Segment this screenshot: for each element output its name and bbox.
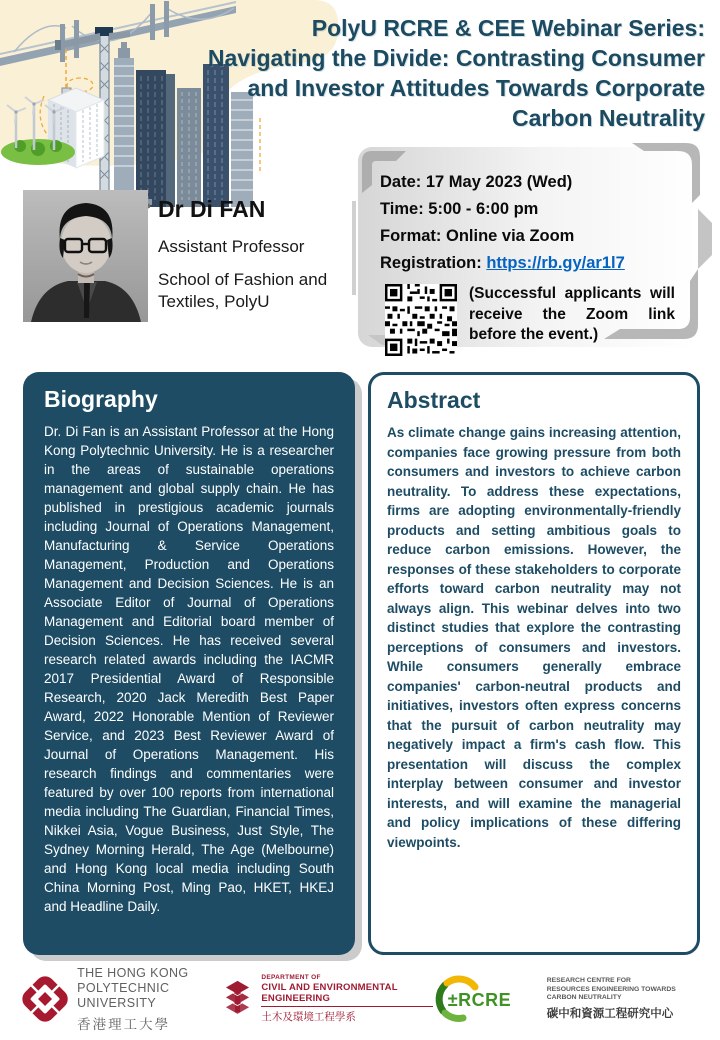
polyu-logo: [22, 966, 221, 1033]
abstract-body: As climate change gains increasing attention, companies face growing pressure from both consumers and investors to achieve carbon neutrality. To address these expectations, firms are adopting environmentally-friendly products and setting ambitious goals to reduce carbon emissions. However, the responses of these stakeholders to corporate efforts toward carbon neutrality may not always align. This webinar delves into two distinct studies that explore the contrasting perceptions of consumers and investors. While consumers generally embrace companies' carbon-neutral products and initiatives, investors often express concerns that the pursuit of carbon neutrality may negatively impact a firm's cash flow. This presentation will discuss the complex interplay between consumer and investor interests, and will examine the managerial and policy implications of these differing viewpoints.: [387, 425, 681, 850]
speaker-photo: [23, 190, 148, 322]
polyu-name-zh: 香港理工大學: [77, 1016, 171, 1032]
polyu-name-en-line1: THE HONG KONG: [77, 965, 189, 980]
registration-label: Registration:: [380, 254, 487, 272]
title-line-4: Carbon Neutrality: [512, 105, 705, 131]
cee-books-icon: [221, 975, 254, 1023]
speaker-info: [158, 196, 348, 313]
polyu-name-en-line2: POLYTECHNIC UNIVERSITY: [77, 980, 170, 1010]
biography-heading: Biography: [44, 386, 158, 412]
qr-note: (Successful applicants will receive the Zoom link before the event.): [469, 285, 675, 343]
cee-name-en: CIVIL AND ENVIRONMENTAL ENGINEERING: [261, 982, 432, 1007]
rcre-logo: [433, 973, 698, 1025]
cee-dept-of: DEPARTMENT OF: [261, 974, 321, 981]
abstract-heading: Abstract: [387, 387, 481, 413]
event-format: Format: Online via Zoom: [380, 227, 575, 245]
registration-link[interactable]: https://rb.gy/ar1l7: [486, 254, 625, 272]
rcre-name-en-line1: RESEARCH CENTRE FOR: [546, 977, 631, 985]
event-registration: [380, 250, 680, 277]
event-details-panel: [352, 143, 706, 357]
title-line-1: PolyU RCRE & CEE Webinar Series:: [311, 15, 705, 41]
abstract-section: [368, 372, 700, 955]
title-line-3: and Investor Attitudes Towards Corporate: [247, 75, 705, 101]
footer-logos: [0, 958, 720, 1040]
title-line-2: Navigating the Divide: Contrasting Consumer: [207, 45, 705, 71]
speaker-affiliation: School of Fashion and Textiles, PolyU: [158, 270, 328, 311]
speaker-portrait-image: [23, 190, 148, 322]
polyu-knot-icon: [22, 971, 68, 1027]
qr-code-icon: [385, 284, 457, 356]
biography-body: Dr. Di Fan is an Assistant Professor at the Hong Kong Polytechnic University. He is a researcher in the areas of sustainable operations management and global supply chain. He has published in prestigious academic journals including Journal of Operations Management, Manufacturing & Service Operations Management, Production and Operations Management and Decision Sciences. He is an Associate Editor of Journal of Operations Management and Editorial board member of Decision Sciences. He has received several research related awards including the IACMR 2017 Presidential Award of Responsible Research, 2020 Jack Meredith Best Paper Award, 2022 Honorable Mention of Reviewer Service, and 2023 Best Reviewer Award of Journal of Operations Management. His research findings and commentaries were featured by over 100 reports from international media including The Guardian, Financial Times, Nikkei Asia, Vogue Business, Just Style, The Sydney Morning Herald, The Age (Melbourne) and Hong Kong local media including South China Morning Post, Ming Pao, HKET, HKEJ and Headline Daily.: [44, 424, 334, 914]
rcre-name-en-line2: RESOURCES ENGINEERING TOWARDS CARBON NEUTRALITY: [546, 985, 676, 1002]
rcre-name-zh: 碳中和資源工程研究中心: [546, 1007, 674, 1020]
speaker-name: Dr Di FAN: [158, 196, 266, 222]
speaker-title: Assistant Professor: [158, 237, 305, 256]
biography-section: [23, 372, 355, 955]
event-details: [352, 143, 680, 356]
event-time: Time: 5:00 - 6:00 pm: [380, 200, 539, 218]
event-date: Date: 17 May 2023 (Wed): [380, 173, 573, 191]
cee-name-zh: 土木及環境工程學系: [261, 1011, 356, 1023]
rcre-acronym: ±RCRE: [447, 990, 512, 1010]
cee-logo: [221, 974, 432, 1024]
poster-title: [180, 13, 705, 133]
